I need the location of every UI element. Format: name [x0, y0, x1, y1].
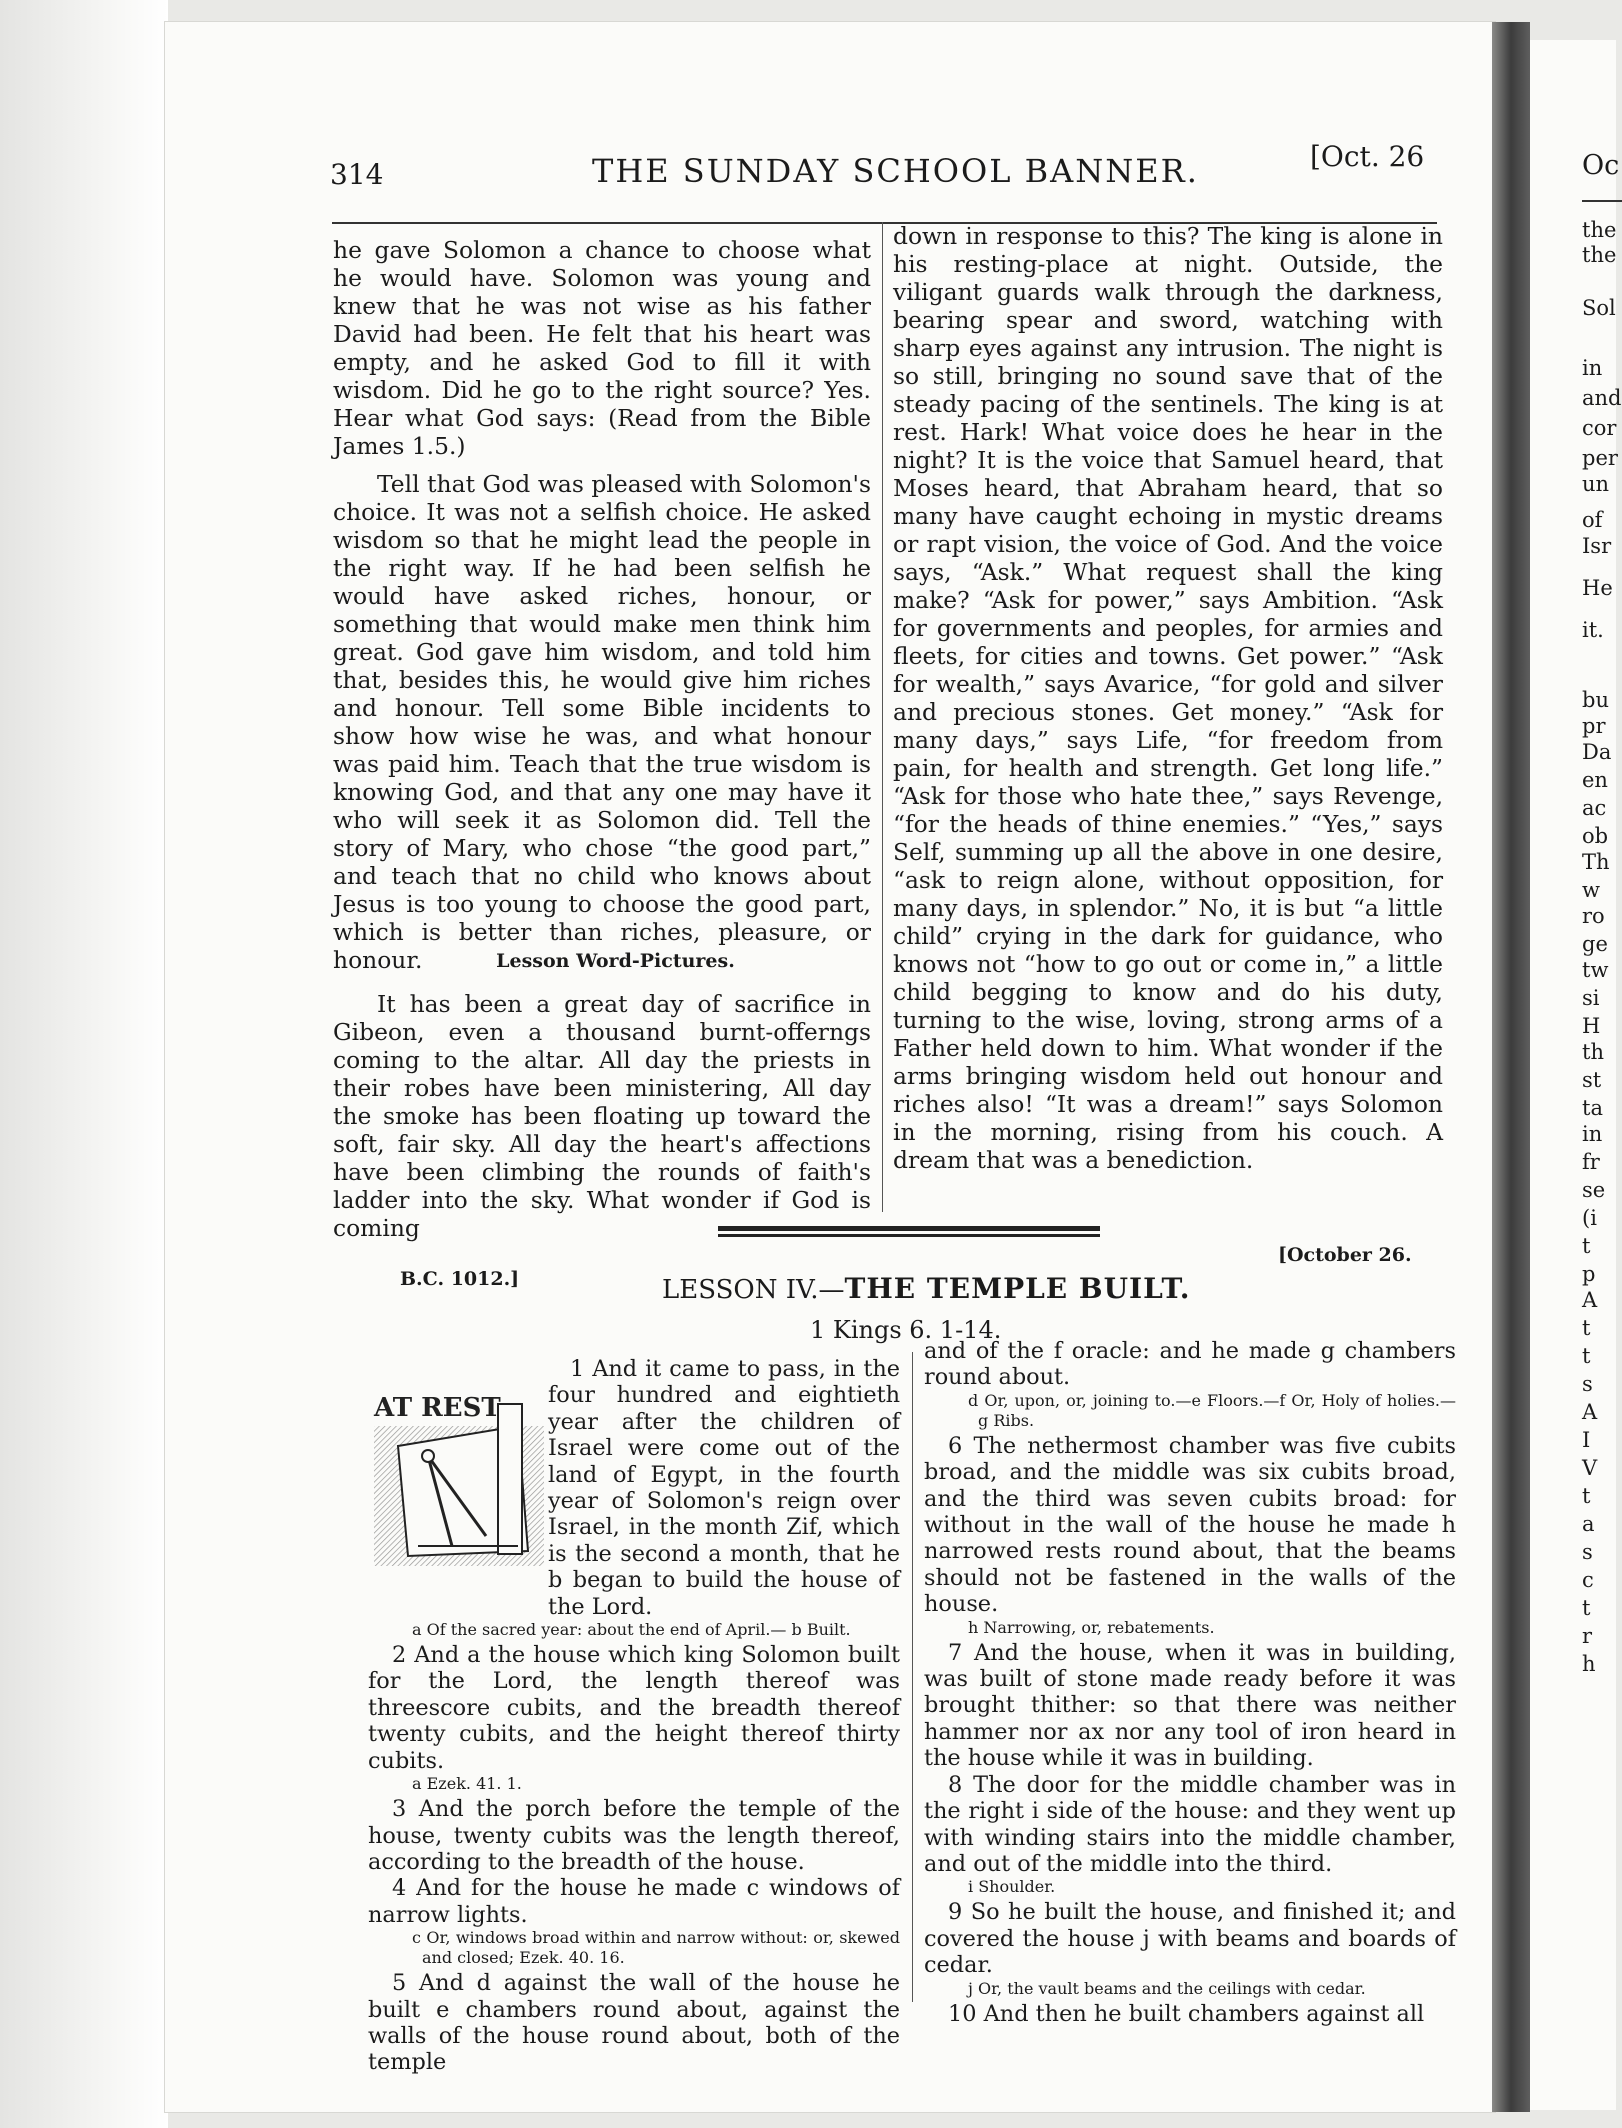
left-column-continued — [333, 990, 871, 1242]
next-page-line: cor — [1582, 416, 1617, 440]
lesson-name: THE TEMPLE BUILT. — [844, 1272, 1191, 1305]
footnote: d Or, upon, or, joining to.—e Floors.—f Or, Holy of holies.—g Ribs. — [968, 1390, 1456, 1430]
next-page-line: and — [1582, 386, 1622, 410]
verse: 6 The nethermost chamber was five cubits broad, and the middle was six cubits broad, and the third was seven cubits broad: for without in the wall of the house he made h narrowed rests round about, that the beams should not be fastened in the walls of the house. — [924, 1432, 1456, 1618]
verse: 4 And for the house he made c windows of narrow lights. — [368, 1875, 900, 1928]
next-page-line: un — [1582, 472, 1610, 496]
next-page-line: h — [1582, 1652, 1596, 1676]
verse: 1 And it came to pass, in the four hundred and eightieth year after the children of Israel were come out of the land of Egypt, in the fourth year of Solomon's reign over Israel, in the month Zif, which is the second a month, that he b began to build the house of the Lord. — [548, 1356, 900, 1620]
column-divider — [882, 222, 883, 1212]
next-page-header: Oc — [1582, 150, 1620, 181]
verse: and of the f oracle: and he made g chambers round about. — [924, 1338, 1456, 1391]
next-page-line: s — [1582, 1372, 1593, 1396]
next-page-line: H — [1582, 1014, 1601, 1038]
scripture-reference: 1 Kings 6. 1-14. — [810, 1316, 1002, 1344]
next-page-line: w — [1582, 878, 1600, 902]
next-page-line: of — [1582, 508, 1603, 532]
next-page-line: A — [1582, 1400, 1598, 1424]
book-page-edge — [0, 0, 168, 2128]
next-page-line: se — [1582, 1178, 1606, 1202]
verse: 2 And a the house which king Solomon built for the Lord, the length thereof was threescore cubits, and the breadth thereof twenty cubits, and the height thereof thirty cubits. — [368, 1642, 900, 1774]
next-page-line: t — [1582, 1234, 1591, 1258]
paragraph: down in response to this? The king is alone in his resting-place at night. Outside, the viligant guards walk through the darkness, bearing spear and sword, watching with sharp eyes against any intrusion. The night is so still, bringing no sound save that of the steady pacing of the sentinels. The king is at rest. Hark! What voice does he hear in the night? It is the voice that Samuel heard, that Moses heard, that Abraham heard, that so many have caught echoing in mystic dreams or rapt vision, the voice of God. And the voice says, “Ask.” What request shall the king make? “Ask for power,” says Ambition. “Ask for governments and peoples, for armies and fleets, for cities and towns. Get power.” “Ask for wealth,” says Avarice, “for gold and silver and precious stones. Get money.” “Ask for many days,” says Life, “for freedom from pain, for health and strength. Get long life.” “Ask for those who hate thee,” says Revenge, “for the heads of thine enemies.” “Yes,” says Self, summing up all the above in one desire, “ask to reign alone, without opposition, for many days, in splendor.” No, it is but “a little child” crying in the dark for guidance, who knows not “how to go out or come in,” a little child begging to know and do his duty, turning to the wise, loving, strong arms of a Father held down to him. What wonder if the arms bringing wisdom held out honour and riches also! “It was a dream!” says Solomon in the morning, rising from his couch. A dream that was a benediction. — [893, 222, 1443, 1174]
page-title: THE SUNDAY SCHOOL BANNER. — [592, 152, 1199, 190]
next-page-line: ac — [1582, 796, 1607, 820]
paragraph: he gave Solomon a chance to choose what he would have. Solomon was young and knew that he was not wise as his father David had been. He felt that his heart was empty, and he asked God to fill it with wisdom. Did he go to the right source? Yes. Hear what God says: (Read from the Bible James 1.5.) — [333, 236, 871, 460]
footnote: i Shoulder. — [968, 1877, 1056, 1897]
next-page-fragment — [1530, 40, 1622, 2110]
next-page-line: p — [1582, 1262, 1596, 1286]
next-page-line: ob — [1582, 824, 1609, 848]
next-page-line: Isr — [1582, 534, 1612, 558]
page-number: 314 — [330, 158, 384, 191]
next-page-line: in — [1582, 1122, 1603, 1146]
header-date: [Oct. 26 — [1310, 140, 1425, 173]
next-page-line: I — [1582, 1428, 1591, 1452]
footnote: j Or, the vault beams and the ceilings with cedar. — [968, 1978, 1366, 1998]
verse: 5 And d against the wall of the house he built e chambers round about, against the walls of the house round about, both of the temple — [368, 1970, 900, 2076]
lesson-title — [662, 1272, 1190, 1305]
verse: 7 And the house, when it was in building, was built of stone made ready before it was brought thither: so that there was neither hammer nor ax nor any tool of iron heard in the house while it was in building. — [924, 1639, 1456, 1772]
next-page-line: ro — [1582, 904, 1605, 928]
section-divider — [718, 1226, 1100, 1237]
verse: 8 The door for the middle chamber was in the right i side of the house: and they went up with winding stairs into the middle chamber, and out of the middle into the third. — [924, 1771, 1456, 1877]
verse: 9 So he built the house, and finished it; and covered the house j with beams and boards of cedar. — [924, 1899, 1456, 1979]
scripture-left-column — [368, 1356, 900, 2076]
next-page-line: A — [1582, 1288, 1598, 1312]
footnote: h Narrowing, or, rebatements. — [968, 1617, 1215, 1637]
next-page-line: st — [1582, 1068, 1602, 1092]
next-page-line: t — [1582, 1596, 1591, 1620]
next-page-line: ta — [1582, 1096, 1603, 1120]
running-header — [330, 140, 1430, 200]
next-page-line: t — [1582, 1484, 1591, 1508]
footnote: a Ezek. 41. 1. — [412, 1774, 522, 1794]
next-page-line: He — [1582, 576, 1613, 600]
scripture-column-divider — [912, 1352, 913, 2002]
next-page-line: pr — [1582, 714, 1606, 738]
next-page-line: in — [1582, 356, 1603, 380]
paragraph: Tell that God was pleased with Solomon's choice. It was not a selfish choice. He asked wisdom so that he might lead the people in the right way. If he had been selfish he would have asked riches, honour, or something that would make men think him great. God gave him wisdom, and told him that, besides this, he would give him riches and honour. Tell some Bible incidents to show how wise he was, and what honour was paid him. Teach that the true wisdom is knowing God, and that any one may have it who will seek it as Solomon did. Tell the story of Mary, who chose “the good part,” and teach that no child who knows about Jesus is too young to choose the good part, which is better than riches, pleasure, or honour. — [333, 470, 871, 974]
next-page-line: t — [1582, 1316, 1591, 1340]
illustration-caption: AT REST — [374, 1393, 501, 1423]
next-page-line: c — [1582, 1568, 1594, 1592]
next-page-line: bu — [1582, 688, 1609, 712]
next-page-line: th — [1582, 1040, 1604, 1064]
scripture-right-column — [924, 1338, 1456, 2027]
next-page-line: the — [1582, 243, 1617, 267]
next-page-line: per — [1582, 446, 1618, 470]
section-heading: Lesson Word-Pictures. — [496, 950, 735, 972]
next-page-line: Th — [1582, 850, 1610, 874]
footnote: c Or, windows broad within and narrow without: or, skewed and closed; Ezek. 40. 16. — [412, 1928, 900, 1968]
verse: 3 And the porch before the temple of the house, twenty cubits was the length thereof, according to the breadth of the house. — [368, 1796, 900, 1875]
next-page-line: V — [1582, 1456, 1598, 1480]
next-page-line: (i — [1582, 1206, 1597, 1230]
next-page-line: Da — [1582, 740, 1612, 764]
next-page-line: a — [1582, 1512, 1595, 1536]
next-page-line: tw — [1582, 958, 1609, 982]
next-page-line: the — [1582, 218, 1617, 242]
next-page-rule — [1582, 200, 1622, 202]
next-page-line: Sol — [1582, 296, 1616, 320]
next-page-line: s — [1582, 1540, 1593, 1564]
next-page-line: en — [1582, 768, 1608, 792]
paragraph: It has been a great day of sacrifice in Gibeon, even a thousand burnt-offerngs coming to the altar. All day the priests in their robes have been ministering, All day the smoke has been floating up toward the soft, fair sky. All day the heart's affections have been climbing the rounds of faith's ladder into the sky. What wonder if God is coming — [333, 990, 871, 1242]
left-column — [333, 236, 871, 974]
next-page-line: fr — [1582, 1150, 1600, 1174]
lesson-date: [October 26. — [1278, 1244, 1412, 1266]
book-gutter — [1492, 22, 1530, 2112]
next-page-line: ge — [1582, 932, 1608, 956]
next-page-line: r — [1582, 1624, 1593, 1648]
verse: 10 And then he built chambers against all — [948, 2000, 1425, 2027]
footnote: a Of the sacred year: about the end of April.— b Built. — [412, 1620, 851, 1640]
next-page-line: t — [1582, 1344, 1591, 1368]
lesson-year: B.C. 1012.] — [400, 1268, 520, 1290]
next-page-line: si — [1582, 986, 1600, 1010]
next-page-line: it. — [1582, 618, 1604, 642]
right-column — [893, 222, 1443, 1174]
lesson-number: LESSON IV.— — [662, 1275, 845, 1305]
